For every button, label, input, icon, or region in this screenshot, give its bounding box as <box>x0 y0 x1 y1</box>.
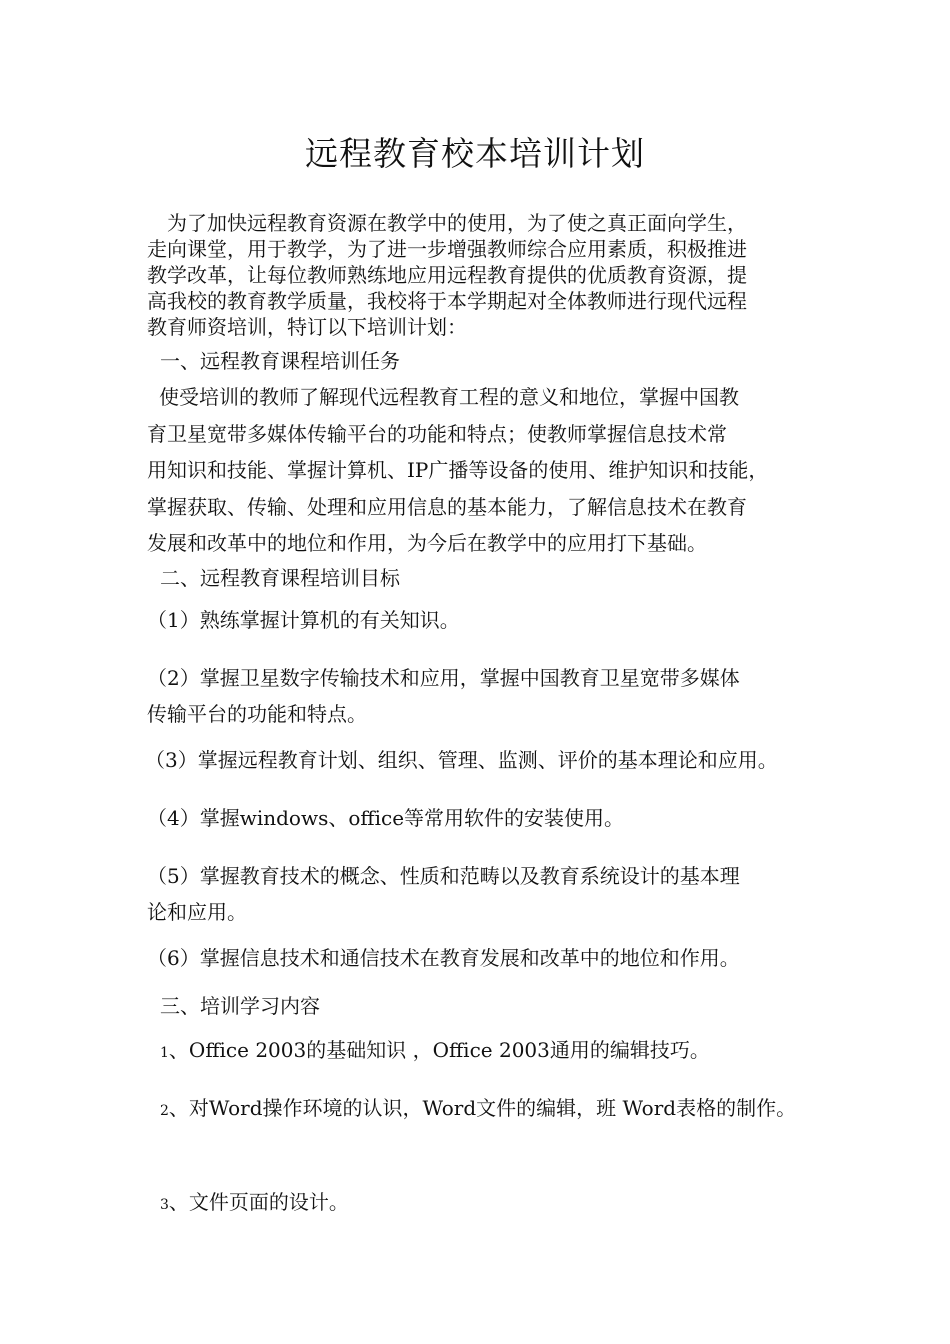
section1-heading: 一、远程教育课程培训任务 <box>160 349 400 373</box>
goal-line: （5）掌握教育技术的概念、性质和范畴以及教育系统设计的基本理 <box>147 864 740 888</box>
document-title: 远程教育校本培训计划 <box>305 134 645 173</box>
goal-item <box>147 940 740 976</box>
section1-paragraph <box>147 379 817 562</box>
intro-line: 为了加快远程教育资源在教学中的使用，为了使之真正面向学生， <box>167 211 747 235</box>
goal-item <box>147 660 740 732</box>
item-text: 、对Word操作环境的认识，Word文件的编辑，班 Word表格的制作。 <box>168 1096 797 1120</box>
content-item <box>160 1184 349 1223</box>
goal-line: 论和应用。 <box>147 900 247 924</box>
section1-line: 用知识和技能、掌握计算机、IP广播等设备的使用、维护知识和技能， <box>147 458 769 482</box>
item-number: 3 <box>160 1197 169 1213</box>
goal-line: （3）掌握远程教育计划、组织、管理、监测、评价的基本理论和应用。 <box>145 748 778 772</box>
intro-line: 教学改革，让每位教师熟练地应用远程教育提供的优质教育资源，提 <box>147 263 747 287</box>
intro-line: 走向课堂，用于教学，为了进一步增强教师综合应用素质，积极推进 <box>147 237 747 261</box>
goal-line: 传输平台的功能和特点。 <box>147 702 367 726</box>
section2-heading: 二、远程教育课程培训目标 <box>160 566 400 590</box>
intro-paragraph <box>147 210 817 340</box>
content-item <box>160 1032 710 1071</box>
item-text: 、文件页面的设计。 <box>168 1190 349 1214</box>
item-number: 2 <box>160 1103 169 1119</box>
item-number: 1 <box>160 1045 169 1061</box>
goal-item <box>145 742 778 778</box>
goal-item <box>147 602 460 638</box>
goal-line: （2）掌握卫星数字传输技术和应用，掌握中国教育卫星宽带多媒体 <box>147 666 740 690</box>
goal-item <box>147 800 624 836</box>
goal-item <box>147 858 740 930</box>
intro-line: 教育师资培训，特订以下培训计划： <box>147 315 467 339</box>
intro-line: 高我校的教育教学质量，我校将于本学期起对全体教师进行现代远程 <box>147 289 747 313</box>
section1-line: 掌握获取、传输、处理和应用信息的基本能力，了解信息技术在教育 <box>147 494 747 519</box>
item-text: 、Office 2003的基础知识 ，Office 2003通用的编辑技巧。 <box>168 1038 710 1062</box>
section3-heading: 三、培训学习内容 <box>160 994 320 1018</box>
goal-line: （4）掌握windows、office等常用软件的安装使用。 <box>147 806 625 830</box>
section1-line: 育卫星宽带多媒体传输平台的功能和特点；使教师掌握信息技术常 <box>147 421 727 446</box>
section1-line: 发展和改革中的地位和作用，为今后在教学中的应用打下基础。 <box>147 531 707 555</box>
goal-line: （6）掌握信息技术和通信技术在教育发展和改革中的地位和作用。 <box>147 946 740 970</box>
goal-line: （1）熟练掌握计算机的有关知识。 <box>147 608 460 632</box>
content-item <box>160 1090 796 1129</box>
section1-line: 使受培训的教师了解现代远程教育工程的意义和地位，掌握中国教 <box>159 385 739 409</box>
